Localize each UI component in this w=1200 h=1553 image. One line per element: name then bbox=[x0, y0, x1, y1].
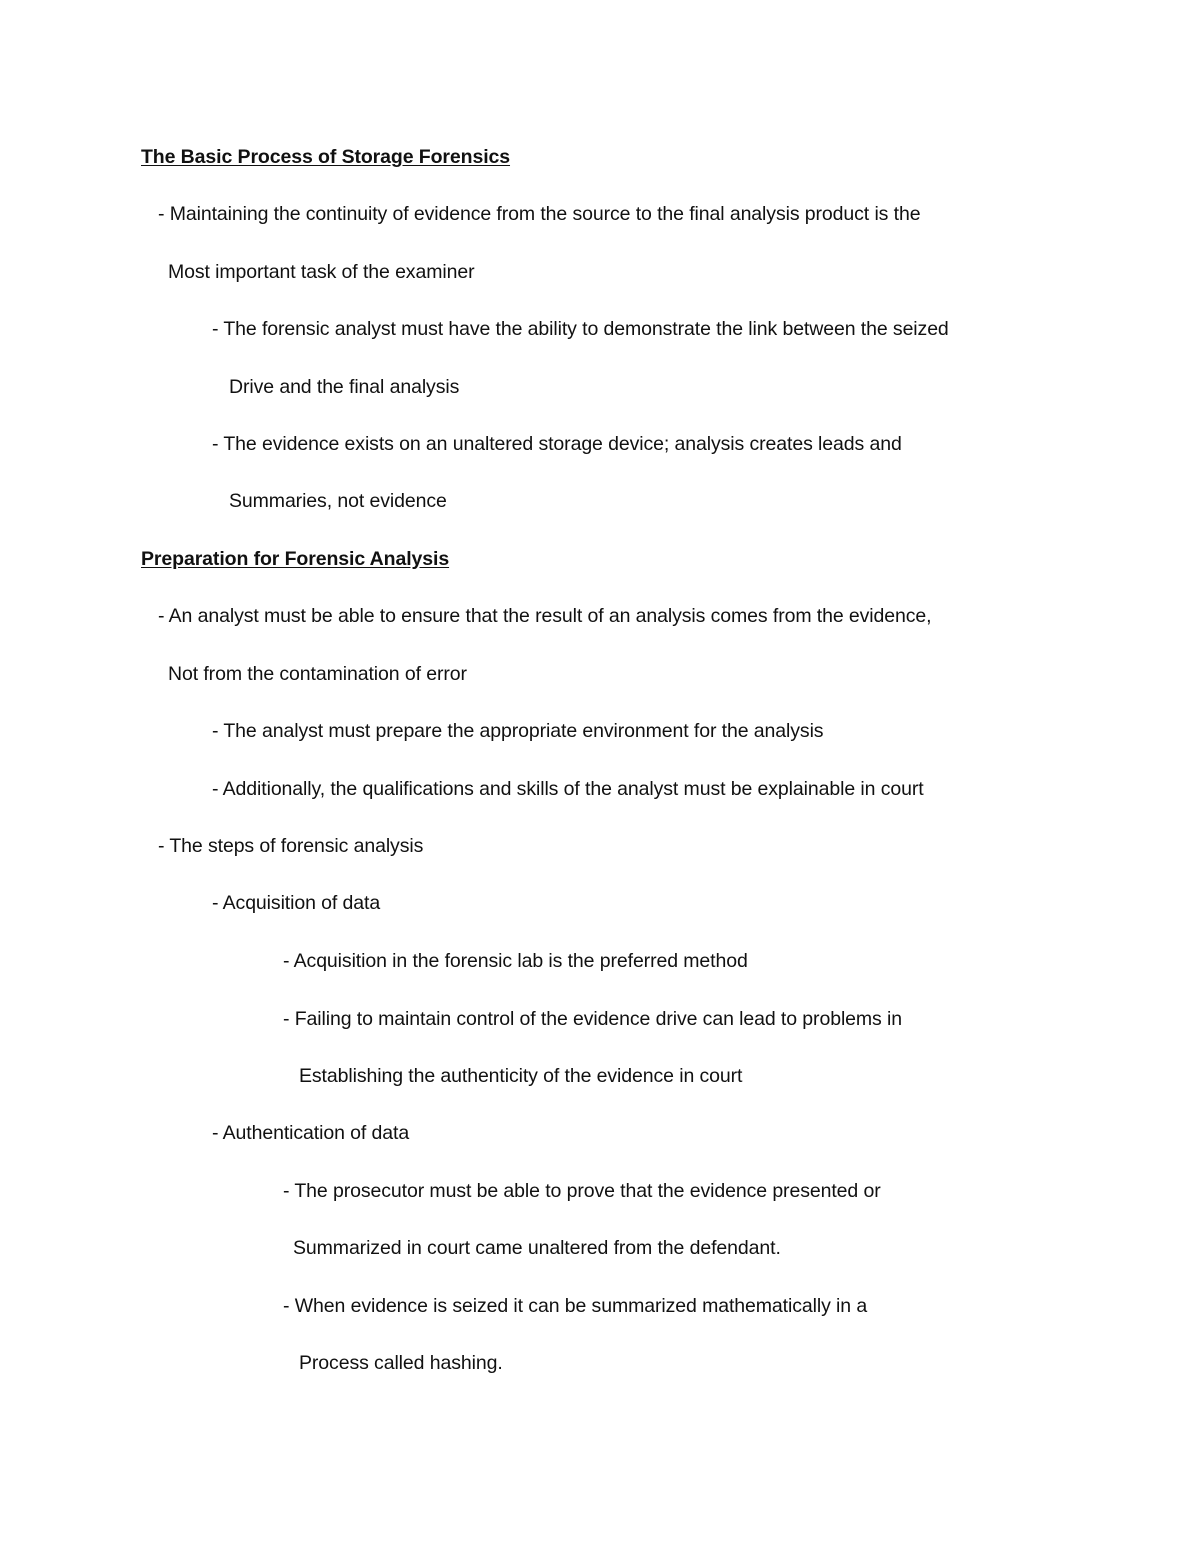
bullet-line: - Maintaining the continuity of evidence from the source to the final analysis product is the bbox=[158, 203, 921, 225]
sub-sub-bullet-line: - When evidence is seized it can be summarized mathematically in a bbox=[283, 1295, 868, 1317]
sub-sub-bullet-line: - Failing to maintain control of the evidence drive can lead to problems in bbox=[283, 1008, 903, 1030]
continuation-line: Summaries, not evidence bbox=[229, 490, 447, 512]
continuation-line: Summarized in court came unaltered from the defendant. bbox=[293, 1237, 781, 1259]
sub-bullet-line: - Acquisition of data bbox=[212, 892, 381, 914]
continuation-line: Most important task of the examiner bbox=[168, 261, 475, 283]
bullet-line: - An analyst must be able to ensure that the result of an analysis comes from the evidence, bbox=[158, 605, 932, 627]
continuation-line: Not from the contamination of error bbox=[168, 663, 467, 685]
section-heading-preparation: Preparation for Forensic Analysis bbox=[141, 548, 450, 570]
sub-bullet-line: - Additionally, the qualifications and skills of the analyst must be explainable in court bbox=[212, 778, 924, 800]
sub-bullet-line: - Authentication of data bbox=[212, 1122, 410, 1144]
sub-bullet-line: - The analyst must prepare the appropriate environment for the analysis bbox=[212, 720, 824, 742]
sub-bullet-line: - The forensic analyst must have the ability to demonstrate the link between the seized bbox=[212, 318, 949, 340]
sub-sub-bullet-line: - Acquisition in the forensic lab is the preferred method bbox=[283, 950, 748, 972]
bullet-line: - The steps of forensic analysis bbox=[158, 835, 424, 857]
continuation-line: Establishing the authenticity of the evidence in court bbox=[299, 1065, 743, 1087]
continuation-line: Process called hashing. bbox=[299, 1352, 503, 1374]
sub-sub-bullet-line: - The prosecutor must be able to prove that the evidence presented or bbox=[283, 1180, 881, 1202]
continuation-line: Drive and the final analysis bbox=[229, 376, 460, 398]
section-heading-storage-forensics: The Basic Process of Storage Forensics bbox=[141, 146, 511, 168]
sub-bullet-line: - The evidence exists on an unaltered storage device; analysis creates leads and bbox=[212, 433, 902, 455]
